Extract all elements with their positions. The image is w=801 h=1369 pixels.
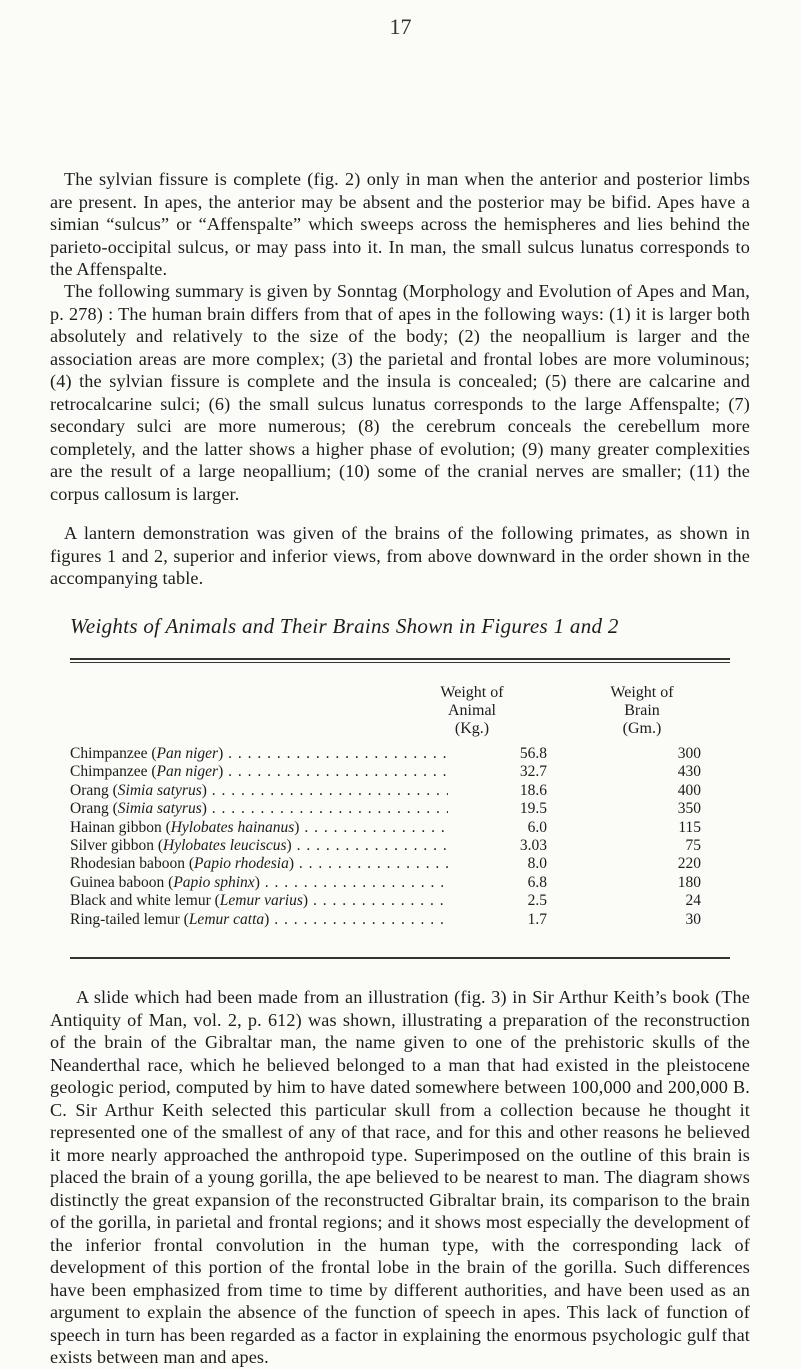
table-row [70, 892, 730, 910]
page-number: 17 [389, 14, 412, 39]
animal-weight-cell: 3.03 [519, 836, 547, 854]
column-header-line: Animal [448, 702, 496, 719]
table-row [70, 763, 730, 781]
species-name: Black and white lemur (Lemur varius) . . . [70, 892, 448, 910]
table-row [70, 800, 730, 818]
column-header-line: (Gm.) [622, 720, 662, 737]
animal-weight-cell: 1.7 [527, 910, 547, 928]
brain-weight-cell: 24 [685, 892, 701, 910]
paragraph-sylvian-fissure: The sylvian fissure is complete (fig. 2) only in man when the anterior and posterior limbs are present. In apes, the anterior may be absent and the posterior may be bifid. Apes have a simian “sulcus” or “Affenspalte” which sweeps across the hemispheres and lies behind the parieto-occipital sulcus, or may pass into it. In man, the small sulcus lunatus corresponds to the Affenspalte. [50, 169, 750, 279]
brain-weight-cell: 220 [677, 855, 701, 873]
table-row [70, 837, 730, 855]
species-name: Rhodesian baboon (Papio rhodesia) . . . [70, 855, 448, 873]
table-row [70, 874, 730, 892]
animal-weight-cell: 6.8 [527, 873, 547, 891]
paragraph-sonntag-summary: The following summary is given by Sonntag (Morphology and Evolution of Apes and Man, p. 278) : The human brain differs from that of apes in the following ways: (1) it is larger both absolutely and relatively to the size of the body; (2) the neopallium is larger and the association areas are more complex; (3) the parietal and frontal lobes are more voluminous; (4) the sylvian fissure is complete and the insula is concealed; (5) there are calcarine and retrocalcarine sulci; (6) the small sulcus lunatus corresponds to the large Affenspalte; (7) secondary sulci are more numerous; (8) the cerebrum conceals the cerebellum more completely, and the latter shows a higher phase of evolution; (9) many greater complexities are the result of a large neopallium; (10) some of the cranial nerves are smaller; (11) the corpus callosum is larger. [50, 281, 750, 504]
brain-weight-cell: 115 [678, 818, 701, 836]
brain-weight-cell: 180 [677, 873, 701, 891]
species-name: Silver gibbon (Hylobates leuciscus) . . . [70, 837, 448, 855]
animal-weight-cell: 56.8 [519, 745, 547, 762]
brain-weight-cell: 400 [677, 781, 701, 799]
brain-weight-cell: 350 [677, 800, 701, 818]
table-top-rule [70, 658, 730, 660]
table-row [70, 911, 730, 929]
animal-weight-cell: 19.5 [519, 800, 547, 818]
column-header-line: (Kg.) [454, 720, 490, 737]
animal-weight-cell: 2.5 [527, 892, 547, 910]
column-header-animal-weight [412, 684, 532, 738]
paragraph-lantern-demonstration: A lantern demonstration was given of the brains of the following primates, as shown in figures 1 and 2, superior and inferior views, from above downward in the order shown in the accompanying table. [50, 523, 750, 588]
brain-weight-cell: 430 [677, 763, 701, 781]
column-header-line: Weight of [610, 684, 674, 701]
column-header-line: Weight of [440, 684, 504, 701]
table-row [70, 782, 730, 800]
table-row [70, 745, 730, 763]
species-name: Ring-tailed lemur (Lemur catta) . . . [70, 911, 448, 929]
animal-weight-cell: 6.0 [527, 818, 547, 836]
species-name: Orang (Simia satyrus) . . . [70, 800, 448, 818]
species-name: Orang (Simia satyrus) . . . [70, 782, 448, 800]
table-title: Weights of Animals and Their Brains Shown in Figures 1 and 2 [70, 614, 619, 638]
animal-weight-cell: 8.0 [527, 855, 547, 873]
species-name: Hainan gibbon (Hylobates hainanus) . . . [70, 819, 448, 837]
animal-weight-cell: 18.6 [519, 781, 547, 799]
table-bottom-rule [70, 957, 730, 959]
column-header-brain-weight [582, 684, 702, 738]
table-row [70, 819, 730, 837]
animal-weight-cell: 32.7 [519, 763, 547, 781]
species-name: Guinea baboon (Papio sphinx) . . . [70, 874, 448, 892]
table-body [70, 745, 730, 929]
paragraph-gibraltar-brain: A slide which had been made from an illustration (fig. 3) in Sir Arthur Keith’s book (The Antiquity of Man, vol. 2, p. 612) was shown, illustrating a preparation of the reconstruction of the brain of the Gibraltar man, the name given to one of the prehistoric skulls of the Neanderthal race, which he believed belonged to a man that had existed in the pleistocene geologic period, computed by him to have dated somewhere between 100,000 and 200,000 B. C. Sir Arthur Keith selected this particular skull from a collection because he thought it represented one of the smallest of any of that race, and for this and other reasons he believed it more nearly approached the anthropoid type. Superimposed on the outline of this brain is placed the brain of a young gorilla, the ape believed to be nearest to man. The diagram shows distinctly the great expansion of the reconstructed Gibraltar brain, its comparison to the brain of the gorilla, in parietal and frontal regions; and it shows most especially the development of the inferior frontal convolution in the human type, with the corresponding lack of development of this portion of the frontal lobe in the brain of the gorilla. Such differences have been emphasized from time to time by different authorities, and have been used as an argument to explain the absence of the function of speech in apes. This lack of function of speech in turn has been regarded as a factor in explaining the enormous psychologic gulf that exists between man and apes. [50, 987, 750, 1367]
table-row [70, 855, 730, 873]
brain-weight-cell: 300 [677, 745, 701, 762]
species-name: Chimpanzee (Pan niger) . . . [70, 763, 448, 781]
species-name: Chimpanzee (Pan niger) . . . [70, 745, 448, 763]
column-header-line: Brain [624, 702, 660, 719]
brain-weight-cell: 30 [685, 910, 701, 928]
brain-weight-cell: 75 [685, 836, 701, 854]
table-top-rule-thin [70, 662, 730, 663]
